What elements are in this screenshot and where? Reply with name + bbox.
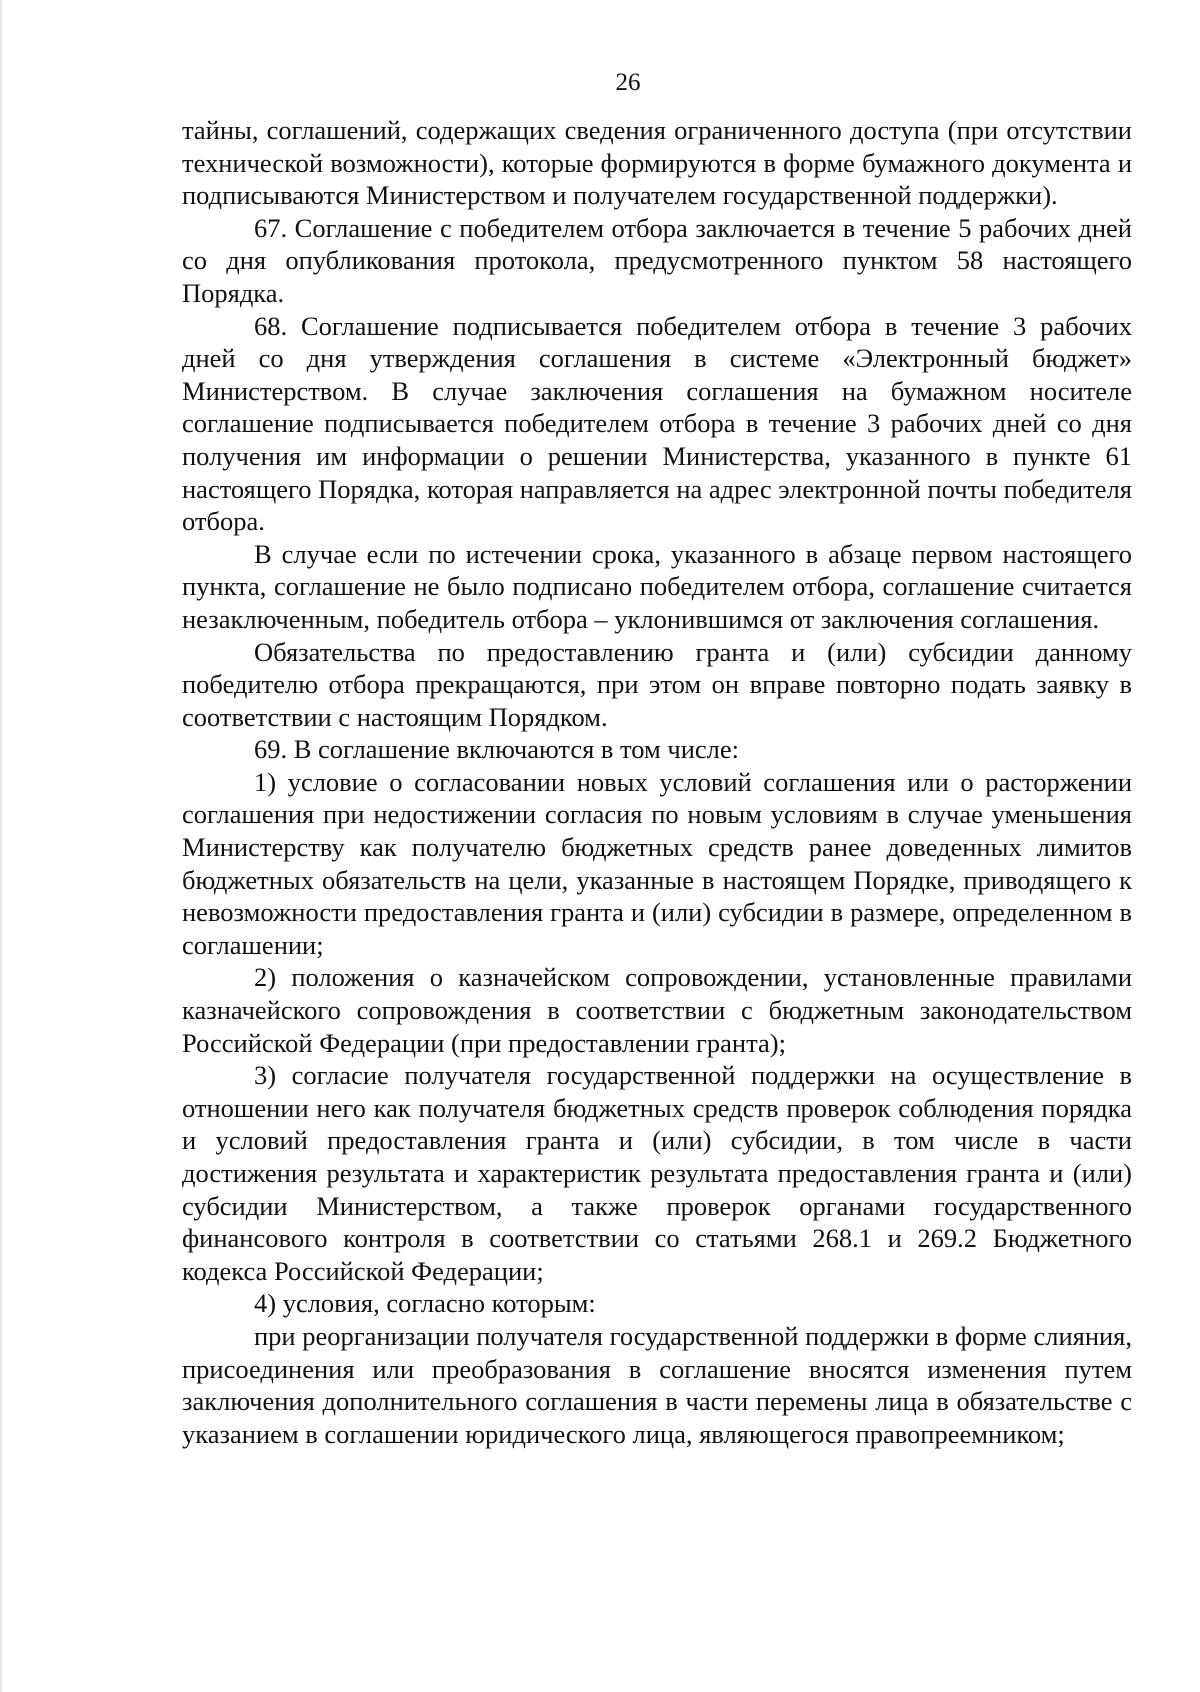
paragraph-item-67: 67. Соглашение с победителем отбора заключается в течение 5 рабочих дней со дня опубликования протокола, предусмотренного пунктом 58 настоящего Порядка. <box>182 212 1132 308</box>
paragraph-item-68-obligations: Обязательства по предоставлению гранта и (или) субсидии данному победителю отбора прекращаются, при этом он вправе повторно подать заявку в соответствии с настоящим Порядком. <box>182 636 1132 732</box>
paragraph-item-69-4: 4) условия, согласно которым: <box>254 1288 596 1319</box>
paragraph-item-68-non-signing: В случае если по истечении срока, указанного в абзаце первом настоящего пункта, соглашение не было подписано победителем отбора, соглашение считается незаключенным, победитель отбора – уклонившимся от заключения соглашения. <box>182 538 1132 634</box>
page-number: 26 <box>615 69 641 96</box>
paragraph-item-69: 69. В соглашение включаются в том числе: <box>254 734 740 765</box>
paragraph-item-69-2: 2) положения о казначейском сопровождении, установленные правилами казначейского сопровождения в соответствии с бюджетным законодательством Российской Федерации (при предоставлении гранта); <box>182 962 1132 1058</box>
paragraph-item-68: 68. Соглашение подписывается победителем отбора в течение 3 рабочих дней со дня утверждения соглашения в системе «Электронный бюджет» Министерством. В случае заключения соглашения на бумажном носителе соглашение подписывается победителем отбора в течение 3 рабочих дней со дня получения им информации о решении Министерства, указанного в пункте 61 настоящего Порядка, которая направляется на адрес электронной почты победителя отбора. <box>182 310 1132 537</box>
paragraph-item-69-1: 1) условие о согласовании новых условий соглашения или о расторжении соглашения при недостижении согласия по новым условиям в случае уменьшения Министерству как получателю бюджетных средств ранее доведенных лимитов бюджетных обязательств на цели, указанные в настоящем Порядке, приводящего к невозможности предоставления гранта и (или) субсидии в размере, определенном в соглашении; <box>182 766 1132 960</box>
document-body <box>182 114 1132 1450</box>
paragraph-item-69-4-reorganization: при реорганизации получателя государственной поддержки в форме слияния, присоединения или преобразования в соглашение вносятся изменения путем заключения дополнительного соглашения в части перемены лица в обязательстве с указанием в соглашении юридического лица, являющегося правопреемником; <box>182 1320 1132 1449</box>
paragraph-item-69-3: 3) согласие получателя государственной поддержки на осуществление в отношении него как получателя бюджетных средств проверок соблюдения порядка и условий предоставления гранта и (или) субсидии, в том числе в части достижения результата и характеристик результата предоставления гранта и (или) субсидии Министерством, а также проверок органами государственного финансового контроля в соответствии со статьями 268.1 и 269.2 Бюджетного кодекса Российской Федерации; <box>182 1060 1132 1286</box>
paragraph-continuation: тайны, соглашений, содержащих сведения ограниченного доступа (при отсутствии технической возможности), которые формируются в форме бумажного документа и подписываются Министерством и получателем государственной поддержки). <box>182 115 1132 211</box>
